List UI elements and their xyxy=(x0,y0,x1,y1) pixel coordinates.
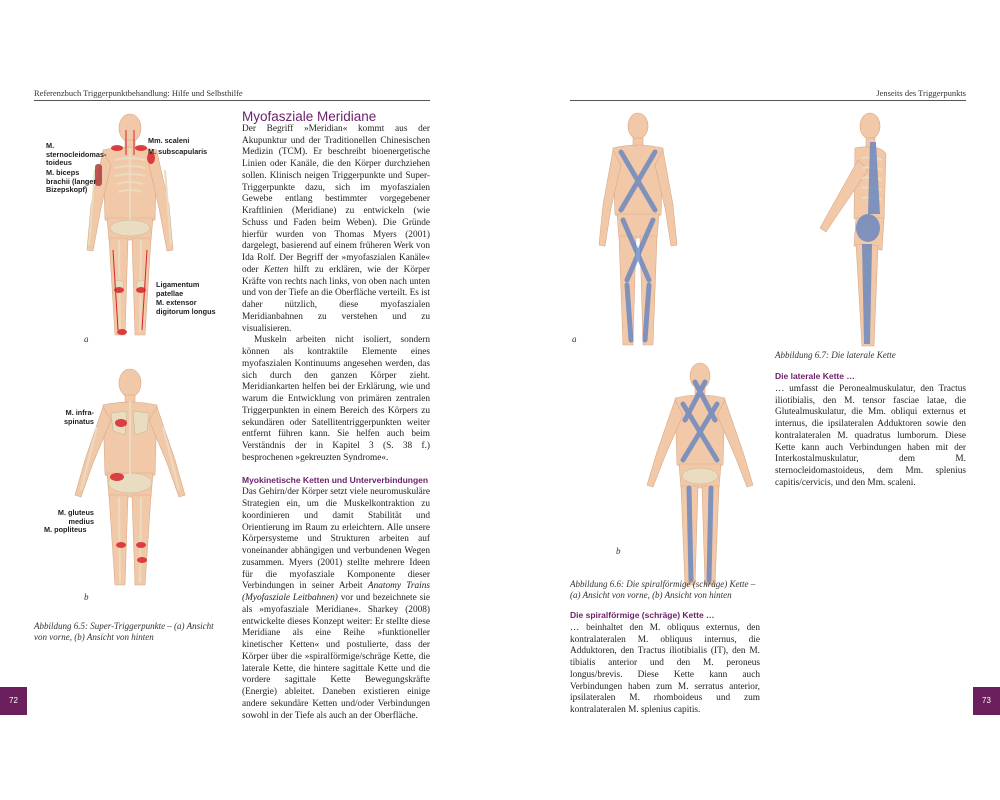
page-number-right: 73 xyxy=(973,687,1000,715)
label-sternocleidomastoideus: M. sternocleidomas-toideus xyxy=(46,141,107,167)
spiral-chain-back-figure xyxy=(635,360,765,595)
subsection-heading: Myokinetische Ketten und Unterverbindungen xyxy=(242,474,429,485)
lateral-chain-text: … umfasst die Peronealmuskulatur, den Tractus iliotibialis, den M. tensor fasciae latae, die Glutealmuskulatur, die Mm. obliqui externus et internus, die ipsilateralen Adduktoren sowie den kontralateralen M. quadratus lumborum. Diese Kette kann auch Verbindungen haben mit der Interkostalmuskulatur, dem M. sternocleidomastoideus, dem Mm. splenius capitis/cervicis, und den Mm. scaleni. xyxy=(775,383,966,488)
left-page xyxy=(0,80,500,720)
subfigure-label-a: a xyxy=(84,334,89,344)
header-rule-right xyxy=(570,100,966,101)
article-column xyxy=(242,111,430,722)
paragraph-3: Das Gehirn/der Körper setzt viele neuromuskuläre Strategien ein, um die Muskelkontraktion zu koordinieren und damit Stabilität und Orientierung im Raum zu erleichtern. Alle unsere Körpersysteme und Strukturen arbeiten auf voneinander abhängigen und verbundenen Wegen zusammen. Myers (2001) stellte mehrere Ideen für die myofasziale Komponente dieser Verbindungen in seiner Arbeit Anatomy Trains (Myofasziale Leitbahnen) vor und bezeichnete sie als »myofasziale Meridiane«. Sharkey (2008) entwickelte dieses Konzept weiter: Er stellte diese Meridiane als eine Reihe »funktioneller kinetischer Ketten« und postulierte, dass der Körper über die »spiralförmige/schräge Kette, die laterale Kette, die hintere sagittale Kette und die vordere sagittale Kette Bewegungskräfte (Energie) ableitet. Daneben existieren einige andere sekundäre Ketten und/oder Verbindungen sowohl in der Tiefe als auch an der Oberfläche. xyxy=(242,487,430,721)
header-rule xyxy=(34,100,430,101)
section-heading: Myofasziale Meridiane xyxy=(242,109,377,124)
spiral-chain-heading: Die spiralförmige (schräge) Kette … xyxy=(570,610,715,620)
running-head-right: Jenseits des Triggerpunkts xyxy=(876,88,966,98)
figure-caption-6-6: Abbildung 6.6: Die spiralförmige (schräge) Kette – (a) Ansicht von vorne, (b) Ansicht von hinten xyxy=(570,579,756,600)
running-head-left: Referenzbuch Triggerpunktbehandlung: Hilfe und Selbsthilfe xyxy=(34,88,243,98)
label-subscapularis: M. subscapularis xyxy=(148,147,208,156)
label-popliteus: M. popliteus xyxy=(44,525,87,534)
lateral-chain-figure xyxy=(810,110,940,355)
spiral-chain-text: … beinhaltet den M. obliquus externus, den kontralateralen M. obliquus internus, die Adduktoren, den Tractus iliotibialis (IT), den M. tibialis anterior und den M. peroneus longus/brevis. Diese Kette kann auch Verbindungen haben zum M. serratus anterior, ipsilateralen M. rhomboideus und zum kontralateralen M. splenius capitis. xyxy=(570,622,760,715)
subfigure-label-b: b xyxy=(84,592,89,602)
spiral-chain-section xyxy=(570,610,760,717)
page-number-left: 72 xyxy=(0,687,27,715)
label-lig-patellae: Ligamentum patellae xyxy=(156,280,200,298)
label-scaleni: Mm. scaleni xyxy=(148,136,190,145)
figure-caption-6-7: Abbildung 6.7: Die laterale Kette xyxy=(775,350,896,360)
subfigure-label-a-right: a xyxy=(572,334,577,344)
subfigure-label-b-right: b xyxy=(616,546,621,556)
lateral-chain-heading: Die laterale Kette … xyxy=(775,371,855,381)
body-back-figure xyxy=(55,365,205,595)
label-gluteus-medius: M. gluteus medius xyxy=(57,508,94,526)
paragraph-2: Muskeln arbeiten nicht isoliert, sondern können als kontraktile Elemente eines myofaszialen Kontinuums angesehen werden, das sich durch den ganzen Körper zieht. Meridiankarten helfen bei der Erklärung, wie und warum die Entwicklung von primären zentralen Triggerpunkten in einem Bereich des Körpers zu sekundären oder Satellitentriggerpunkten weiter entfernt führen kann. Sie helfen auch beim Verständnis der in Kapitel 3 (S. 38 f.) besprochenen »gekreuzten Syndrome«. xyxy=(242,335,430,463)
lateral-chain-section xyxy=(775,371,966,490)
right-page xyxy=(500,80,1000,720)
label-biceps: M. biceps brachii (langer Bizepskopf) xyxy=(46,168,97,194)
paragraph-1: Der Begriff »Meridian« kommt aus der Akupunktur und der Traditionellen Chinesischen Medizin (TCM). Er beschreibt bioenergetische Linien oder Kanäle, die den Körper durchziehen sollen. Klinisch neigen Triggerpunkte und Super-Triggerpunkte dazu, sich im myofaszialen Gewebe entlang bestimmter vorgegebener Kraftlinien (Meridiane) zu entwickeln (wie Schuss und Faden beim Weben). Die Gründe hierfür wurden von Thomas Myers (2001) dargelegt, basierend auf einem früheren Werk von Ida Rolf. Der Begriff der »myofaszialen Kanäle« oder Ketten hilft zu erklären, wie der Körper Kräfte von rechts nach links, von oben nach unten und von der Tiefe an die Oberfläche verteilt. Es ist daher nützlich, diese myofaszialen Meridianbahnen zu verstehen und zu visualisieren. xyxy=(242,123,431,334)
spiral-chain-front-figure xyxy=(583,110,693,355)
figure-caption-6-5: Abbildung 6.5: Super-Triggerpunkte – (a) Ansicht von vorne, (b) Ansicht von hinten xyxy=(34,621,214,642)
label-infraspinatus: M. infra-spinatus xyxy=(63,408,94,426)
label-ext-digitorum: M. extensor digitorum longus xyxy=(156,298,216,316)
